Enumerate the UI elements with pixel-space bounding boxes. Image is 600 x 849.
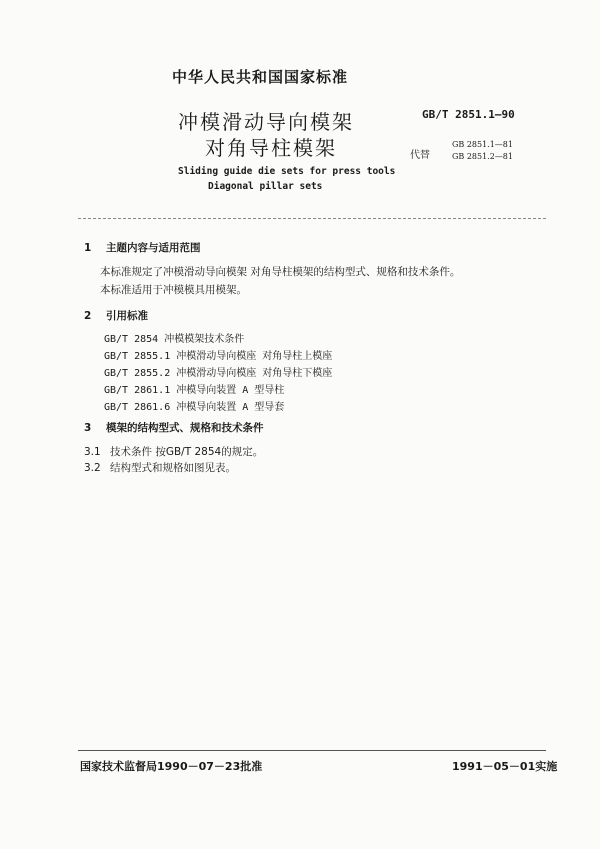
english-title-line-1: Sliding guide die sets for press tools <box>178 166 396 177</box>
english-title-line-2: Diagonal pillar sets <box>208 181 323 192</box>
clause-3-2-number: 3.2 <box>84 462 101 474</box>
title-line-2: 对角导柱模架 <box>205 136 337 160</box>
section-3-heading <box>84 420 264 435</box>
reference-5: GB/T 2861.6 冲模导向装置 A 型导套 <box>104 402 285 413</box>
footer-divider <box>78 750 546 751</box>
national-standard-heading: 中华人民共和国国家标准 <box>172 68 349 86</box>
section-1-number: 1 <box>84 242 92 254</box>
clause-3-1-text: 技术条件 按GB/T 2854的规定。 <box>110 446 264 458</box>
section-3-title: 模架的结构型式、规格和技术条件 <box>106 422 264 434</box>
section-1-title: 主题内容与适用范围 <box>106 242 201 254</box>
replaced-standard-1: GB 2851.1—81 <box>452 140 513 149</box>
section-2-heading <box>84 308 148 323</box>
reference-1: GB/T 2854 冲模模架技术条件 <box>104 334 245 345</box>
reference-2: GB/T 2855.1 冲模滑动导向模座 对角导柱上模座 <box>104 351 333 362</box>
section-1-heading <box>84 240 201 255</box>
section-2-number: 2 <box>84 310 92 322</box>
section-2-title: 引用标准 <box>106 310 148 322</box>
standard-number: GB/T 2851.1—90 <box>422 108 515 121</box>
clause-3-1 <box>84 444 263 459</box>
clause-3-2-text: 结构型式和规格如图见表。 <box>110 462 236 474</box>
replaces-label: 代替 <box>410 150 430 161</box>
section-1-paragraph-1: 本标准规定了冲模滑动导向模架 对角导柱模架的结构型式、规格和技术条件。 <box>100 266 461 278</box>
effective-date: 1991－05－01实施 <box>452 760 558 773</box>
title-line-1: 冲模滑动导向模架 <box>178 110 354 134</box>
header-divider <box>78 218 546 219</box>
clause-3-2 <box>84 460 236 475</box>
clause-3-1-number: 3.1 <box>84 446 101 458</box>
section-3-number: 3 <box>84 422 92 434</box>
reference-3: GB/T 2855.2 冲模滑动导向模座 对角导柱下模座 <box>104 368 333 379</box>
reference-4: GB/T 2861.1 冲模导向装置 A 型导柱 <box>104 385 285 396</box>
replaced-standard-2: GB 2851.2—81 <box>452 152 513 161</box>
approval-date: 国家技术监督局1990－07－23批准 <box>80 760 263 773</box>
section-1-paragraph-2: 本标准适用于冲模模具用模架。 <box>100 284 247 296</box>
